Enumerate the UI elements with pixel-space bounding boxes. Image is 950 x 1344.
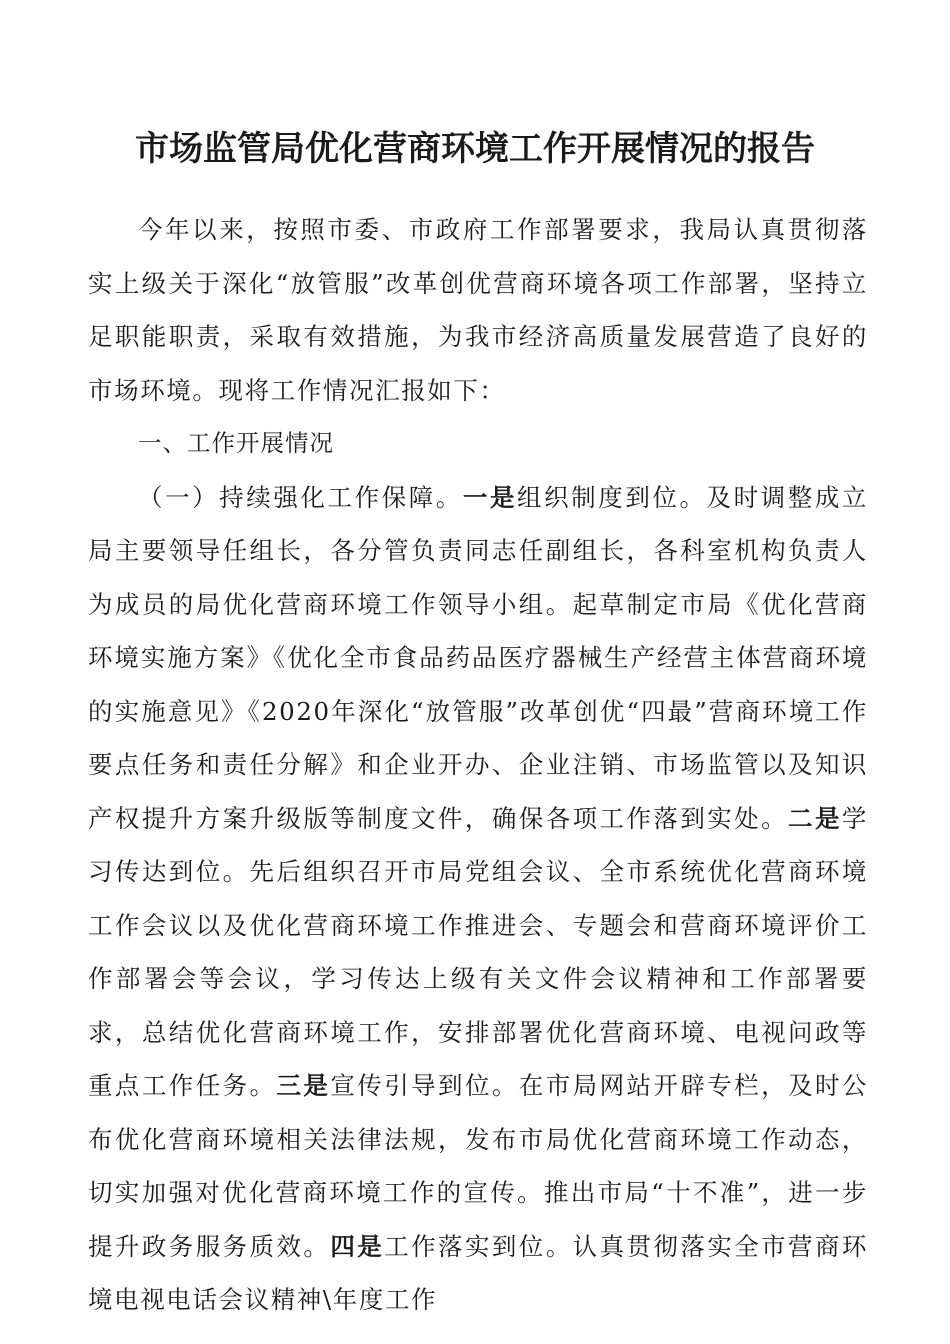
- subsection-label: （一）持续强化工作保障。: [138, 482, 463, 512]
- intro-paragraph: 今年以来，按照市委、市政府工作部署要求，我局认真贯彻落实上级关于深化“放管服”改革创优营商环境各项工作部署，坚持立足职能职责，采取有效措施，为我市经济高质量发展营造了良好的市场环境。现将工作情况汇报如下：: [88, 215, 868, 405]
- point-1-text: 组织制度到位。及时调整成立局主要领导任组长，各分管负责同志任副组长，各科室机构负责人为成员的局优化营商环境工作领导小组。起草制定市局《优化营商环境实施方案》《优化全市食品药品医疗器械生产经营主体营商环境的实施意见》《2020年深化“放管服”改革创优“四最”营商环境工作要点任务和责任分解》和企业开办、企业注销、市场监管以及知识产权提升方案升级版等制度文件，确保各项工作落到实处。: [88, 482, 868, 833]
- point-3-marker: 三是: [276, 1071, 331, 1100]
- point-1-marker: 一是: [462, 482, 518, 512]
- point-3-text: 宣传引导到位。在市局网站开辟专栏，及时公布优化营商环境相关法律法规，发布市局优化营商环境工作动态，切实加强对优化营商环境工作的宣传。推出市局“十不准”，进一步提升政务服务质效。: [88, 1071, 869, 1261]
- point-4-text: 工作落实到位。认真贯彻落实全市营商环境电视电话会议精神\年度工作: [88, 1231, 868, 1314]
- subsection-paragraph: [88, 471, 868, 1327]
- point-4-marker: 四是: [330, 1231, 385, 1261]
- section-heading: 一、工作开展情况: [138, 429, 334, 457]
- document-title: 市场监管局优化营商环境工作开展情况的报告: [135, 129, 815, 169]
- point-2-text: 学习传达到位。先后组织召开市局党组会议、全市系统优化营商环境工作会议以及优化营商环境工作推进会、专题会和营商环境评价工作部署会等会议，学习传达上级有关文件会议精神和工作部署要求，总结优化营商环境工作，安排部署优化营商环境、电视问政等重点工作任务。: [88, 803, 868, 1100]
- point-2-marker: 二是: [788, 803, 842, 833]
- document-body: [88, 203, 868, 1327]
